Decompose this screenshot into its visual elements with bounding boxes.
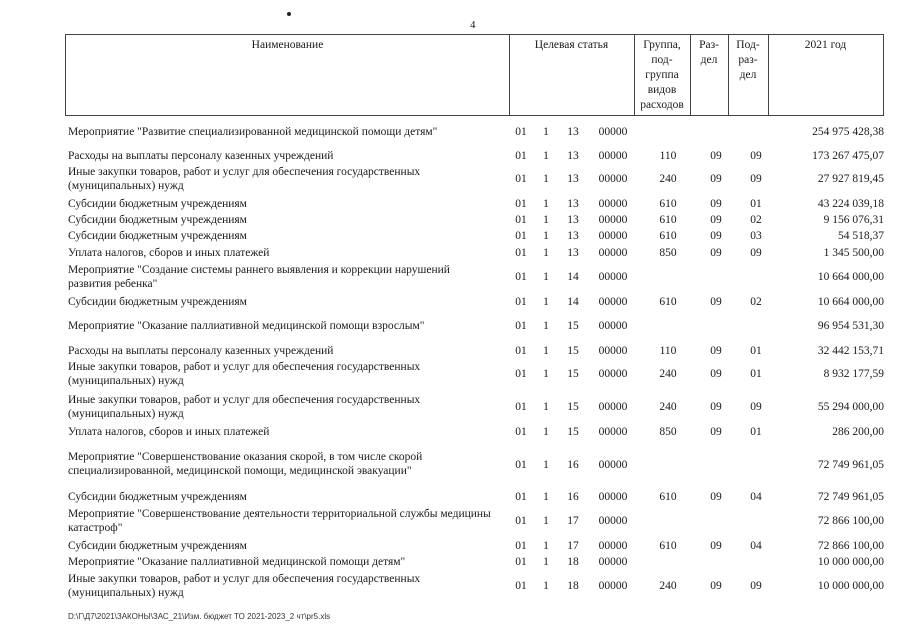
subsection-code: 02	[750, 296, 762, 308]
table-row	[68, 246, 884, 260]
group-code: 240	[659, 580, 677, 592]
amount-2021: 55 294 000,00	[817, 401, 884, 413]
group-code: 110	[659, 150, 677, 162]
subsection-code: 01	[750, 368, 762, 380]
target-code-2: 1	[543, 230, 549, 242]
target-code-4: 00000	[598, 247, 628, 259]
target-code-2: 1	[543, 556, 549, 568]
target-code-3: 18	[567, 556, 579, 568]
row-name: Мероприятие "Совершенствование оказания скорой, в том числе скорой специализированной, медицинской помощи, медицинской эвакуации"	[68, 451, 423, 477]
group-code: 610	[659, 491, 677, 503]
table-row	[68, 450, 884, 492]
section-code: 09	[710, 214, 722, 226]
scan-mark	[287, 12, 291, 16]
target-code-3: 17	[567, 515, 579, 527]
row-name: Иные закупки товаров, работ и услуг для обеспечения государственных (муниципальных) нужд	[68, 573, 421, 599]
section-code: 09	[710, 491, 722, 503]
target-code-3: 13	[567, 173, 579, 185]
row-name: Мероприятие "Оказание паллиативной медицинской помощи взрослым"	[68, 320, 425, 332]
subsection-code: 01	[750, 345, 762, 357]
section-code: 09	[710, 345, 722, 357]
section-code: 09	[710, 401, 722, 413]
section-code: 09	[710, 247, 722, 259]
target-code-3: 13	[567, 214, 579, 226]
target-code-1: 01	[515, 247, 527, 259]
target-code-3: 15	[567, 368, 579, 380]
row-name: Мероприятие "Создание системы раннего выявления и коррекции нарушений развития ребенка"	[68, 264, 450, 290]
target-code-2: 1	[543, 296, 549, 308]
row-name: Иные закупки товаров, работ и услуг для обеспечения государственных (муниципальных) нужд	[68, 166, 421, 192]
target-code-3: 13	[567, 198, 579, 210]
target-code-3: 16	[567, 491, 579, 503]
target-code-4: 00000	[598, 173, 628, 185]
amount-2021: 9 156 076,31	[823, 214, 884, 226]
group-code: 850	[659, 426, 677, 438]
target-code-2: 1	[543, 126, 549, 138]
group-code: 610	[659, 296, 677, 308]
amount-2021: 54 518,37	[838, 230, 884, 242]
row-name: Мероприятие "Совершенствование деятельности территориальной службы медицины катастроф"	[68, 508, 491, 534]
target-code-2: 1	[543, 198, 549, 210]
table-row	[68, 125, 884, 139]
amount-2021: 10 664 000,00	[817, 296, 884, 308]
table-row	[68, 490, 884, 504]
table-row	[68, 319, 884, 333]
target-code-3: 16	[567, 459, 579, 471]
target-code-1: 01	[515, 556, 527, 568]
amount-2021: 72 866 100,00	[817, 515, 884, 527]
target-code-2: 1	[543, 491, 549, 503]
target-code-4: 00000	[598, 126, 628, 138]
group-code: 110	[659, 345, 677, 357]
group-code: 240	[659, 401, 677, 413]
header-group: Группа, под- группа видов расходов	[640, 39, 684, 111]
target-code-4: 00000	[598, 345, 628, 357]
table-row	[68, 572, 884, 600]
target-code-2: 1	[543, 150, 549, 162]
target-code-2: 1	[543, 515, 549, 527]
target-code-4: 00000	[598, 320, 628, 332]
amount-2021: 43 224 039,18	[817, 198, 884, 210]
target-code-3: 18	[567, 580, 579, 592]
table-row	[68, 165, 884, 193]
section-code: 09	[710, 198, 722, 210]
table-row	[68, 229, 884, 243]
file-path-footer: D:\Г\Д7\2021\ЗАКОНЫ\ЗАС_21\Изм. бюджет ТО 2021-2023_2 чт\pr5.xls	[68, 612, 331, 621]
subsection-code: 01	[750, 426, 762, 438]
section-code: 09	[710, 368, 722, 380]
target-code-2: 1	[543, 540, 549, 552]
target-code-3: 15	[567, 320, 579, 332]
target-code-1: 01	[515, 320, 527, 332]
target-code-4: 00000	[598, 296, 628, 308]
target-code-4: 00000	[598, 214, 628, 226]
table-row	[68, 425, 884, 439]
row-name: Расходы на выплаты персоналу казенных учреждений	[68, 345, 334, 357]
table-row	[68, 539, 884, 553]
target-code-1: 01	[515, 150, 527, 162]
section-code: 09	[710, 150, 722, 162]
target-code-2: 1	[543, 401, 549, 413]
target-code-2: 1	[543, 320, 549, 332]
target-code-2: 1	[543, 459, 549, 471]
group-code: 610	[659, 230, 677, 242]
target-code-1: 01	[515, 214, 527, 226]
target-code-1: 01	[515, 401, 527, 413]
target-code-1: 01	[515, 368, 527, 380]
table-row	[68, 555, 884, 569]
header-year: 2021 год	[804, 39, 847, 51]
table-row	[68, 263, 884, 291]
target-code-1: 01	[515, 198, 527, 210]
target-code-4: 00000	[598, 491, 628, 503]
row-name: Мероприятие "Оказание паллиативной медицинской помощи детям"	[68, 556, 406, 568]
target-code-4: 00000	[598, 426, 628, 438]
amount-2021: 72 749 961,05	[817, 459, 884, 471]
row-name: Субсидии бюджетным учреждениям	[68, 491, 247, 503]
row-name: Субсидии бюджетным учреждениям	[68, 540, 247, 552]
target-code-1: 01	[515, 173, 527, 185]
target-code-2: 1	[543, 345, 549, 357]
target-code-3: 15	[567, 426, 579, 438]
row-name: Субсидии бюджетным учреждениям	[68, 296, 247, 308]
header-subsection: Под- раз- дел	[736, 39, 760, 81]
target-code-1: 01	[515, 426, 527, 438]
row-name: Иные закупки товаров, работ и услуг для обеспечения государственных (муниципальных) нужд	[68, 394, 421, 420]
row-name: Мероприятие "Развитие специализированной медицинской помощи детям"	[68, 126, 438, 138]
group-code: 240	[659, 368, 677, 380]
table-row	[68, 360, 884, 388]
target-code-1: 01	[515, 515, 527, 527]
group-code: 240	[659, 173, 677, 185]
table-row	[68, 149, 884, 163]
amount-2021: 96 954 531,30	[817, 320, 884, 332]
target-code-4: 00000	[598, 198, 628, 210]
target-code-4: 00000	[598, 540, 628, 552]
amount-2021: 254 975 428,38	[812, 126, 884, 138]
target-code-3: 13	[567, 150, 579, 162]
row-name: Иные закупки товаров, работ и услуг для обеспечения государственных (муниципальных) нужд	[68, 361, 421, 387]
target-code-1: 01	[515, 459, 527, 471]
amount-2021: 173 267 475,07	[812, 150, 884, 162]
target-code-1: 01	[515, 491, 527, 503]
row-name: Расходы на выплаты персоналу казенных учреждений	[68, 150, 334, 162]
target-code-3: 14	[567, 296, 579, 308]
target-code-2: 1	[543, 214, 549, 226]
amount-2021: 8 932 177,59	[823, 368, 884, 380]
subsection-code: 09	[750, 401, 762, 413]
group-code: 610	[659, 214, 677, 226]
target-code-1: 01	[515, 296, 527, 308]
target-code-4: 00000	[598, 271, 628, 283]
target-code-1: 01	[515, 230, 527, 242]
target-code-4: 00000	[598, 515, 628, 527]
target-code-2: 1	[543, 173, 549, 185]
section-code: 09	[710, 173, 722, 185]
table-header	[65, 34, 884, 116]
target-code-4: 00000	[598, 230, 628, 242]
target-code-3: 13	[567, 126, 579, 138]
subsection-code: 04	[750, 540, 762, 552]
table-row	[68, 197, 884, 211]
amount-2021: 286 200,00	[832, 426, 884, 438]
subsection-code: 03	[750, 230, 762, 242]
target-code-2: 1	[543, 247, 549, 259]
row-name: Субсидии бюджетным учреждениям	[68, 230, 247, 242]
target-code-3: 15	[567, 401, 579, 413]
table-row	[68, 295, 884, 309]
amount-2021: 10 000 000,00	[817, 556, 884, 568]
amount-2021: 10 664 000,00	[817, 271, 884, 283]
amount-2021: 1 345 500,00	[823, 247, 884, 259]
target-code-2: 1	[543, 580, 549, 592]
table-row	[68, 507, 884, 535]
table-row	[68, 393, 884, 421]
header-section: Раз- дел	[699, 39, 719, 66]
group-code: 610	[659, 198, 677, 210]
target-code-3: 15	[567, 345, 579, 357]
amount-2021: 32 442 153,71	[817, 345, 884, 357]
section-code: 09	[710, 426, 722, 438]
amount-2021: 72 749 961,05	[817, 491, 884, 503]
subsection-code: 09	[750, 580, 762, 592]
target-code-4: 00000	[598, 150, 628, 162]
target-code-1: 01	[515, 540, 527, 552]
header-target: Целевая статья	[534, 39, 609, 51]
section-code: 09	[710, 580, 722, 592]
target-code-4: 00000	[598, 459, 628, 471]
target-code-1: 01	[515, 580, 527, 592]
group-code: 610	[659, 540, 677, 552]
row-name: Субсидии бюджетным учреждениям	[68, 198, 247, 210]
subsection-code: 09	[750, 150, 762, 162]
table-row	[68, 344, 884, 358]
row-name: Субсидии бюджетным учреждениям	[68, 214, 247, 226]
target-code-2: 1	[543, 271, 549, 283]
page-number: 4	[470, 19, 476, 31]
row-name: Уплата налогов, сборов и иных платежей	[68, 247, 270, 259]
amount-2021: 10 000 000,00	[817, 580, 884, 592]
target-code-1: 01	[515, 271, 527, 283]
target-code-4: 00000	[598, 401, 628, 413]
subsection-code: 02	[750, 214, 762, 226]
target-code-1: 01	[515, 345, 527, 357]
subsection-code: 09	[750, 247, 762, 259]
target-code-3: 13	[567, 247, 579, 259]
subsection-code: 01	[750, 198, 762, 210]
header-name: Наименование	[251, 39, 324, 51]
row-name: Уплата налогов, сборов и иных платежей	[68, 426, 270, 438]
amount-2021: 72 866 100,00	[817, 540, 884, 552]
target-code-4: 00000	[598, 368, 628, 380]
target-code-2: 1	[543, 368, 549, 380]
group-code: 850	[659, 247, 677, 259]
target-code-4: 00000	[598, 556, 628, 568]
target-code-1: 01	[515, 126, 527, 138]
target-code-3: 17	[567, 540, 579, 552]
target-code-3: 14	[567, 271, 579, 283]
target-code-2: 1	[543, 426, 549, 438]
table-row	[68, 213, 884, 227]
section-code: 09	[710, 230, 722, 242]
subsection-code: 04	[750, 491, 762, 503]
target-code-4: 00000	[598, 580, 628, 592]
target-code-3: 13	[567, 230, 579, 242]
section-code: 09	[710, 296, 722, 308]
subsection-code: 09	[750, 173, 762, 185]
section-code: 09	[710, 540, 722, 552]
amount-2021: 27 927 819,45	[817, 173, 884, 185]
